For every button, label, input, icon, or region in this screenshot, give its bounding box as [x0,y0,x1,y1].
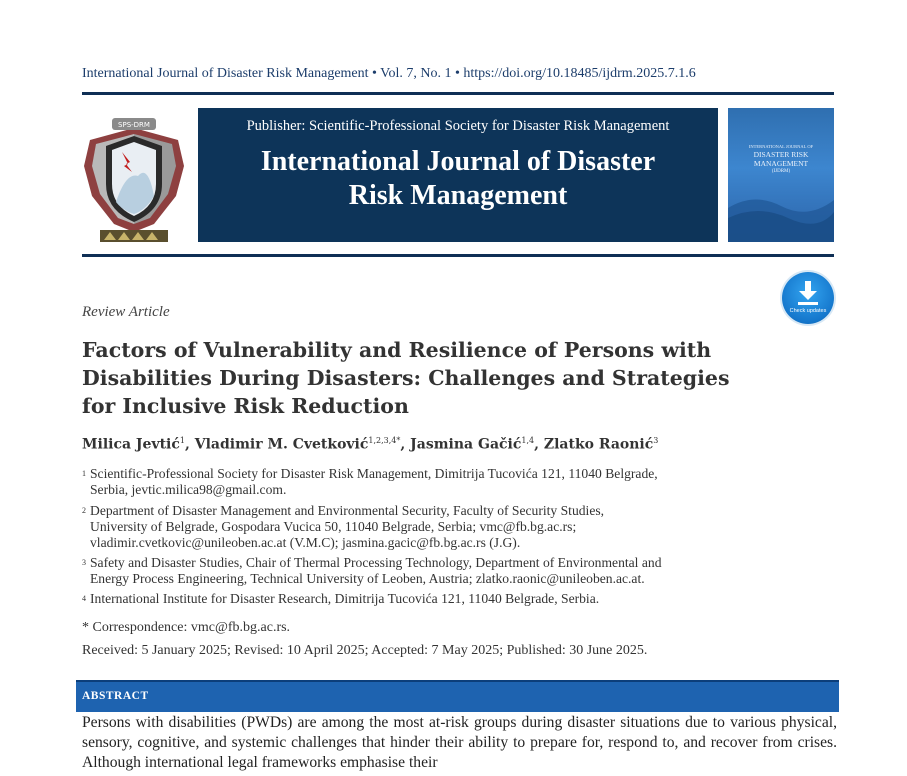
check-updates-button[interactable] [782,272,834,324]
journal-title-line-2: Risk Management [348,180,568,211]
author-name: Jasmina Gačić [410,436,522,453]
cover-wave-graphic [728,178,834,242]
cover-text-3: MANAGEMENT [753,159,809,168]
logo-ribbon-text: SPS-DRM [118,121,150,129]
affiliation [82,591,832,607]
affiliation-line: Safety and Disaster Studies, Chair of Thermal Processing Technology, Department of Environmental and [90,555,662,570]
paper-title [82,336,762,420]
affiliation-number: 4 [82,594,86,603]
affiliation-line: Serbia, jevtic.milica98@gmail.com. [90,482,287,497]
publisher-line: Publisher: Scientific-Professional Society for Disaster Risk Management [246,118,670,134]
journal-banner [198,108,718,242]
affiliation-number: 1 [82,469,86,478]
author-affiliation-marker: 1 [179,436,185,445]
paper-title-line-2: Disabilities During Disasters: Challenges and Strategies [82,366,730,390]
header-divider-top [82,92,834,95]
author-name: Milica Jevtić [82,436,180,453]
abstract-text: Persons with disabilities (PWDs) are among the most at-risk groups during disaster situations due to various physical, sensory, cognitive, and systemic challenges that hinder their ability to prepare for, respond to, and recover from crises. Although international legal frameworks emphasise their [82,714,837,771]
affiliation-number: 2 [82,506,86,515]
society-logo [82,106,186,246]
abstract-heading-bar [76,680,839,712]
affiliation-line: Energy Process Engineering, Technical University of Leoben, Austria; zlatko.raonic@unileoben.ac.at. [90,571,645,586]
author-affiliation-marker: 1,2,3,4* [368,436,401,445]
check-updates-label: Check updates [789,308,827,314]
affiliation-number: 3 [82,558,86,567]
paper-title-line-3: for Inclusive Risk Reduction [82,394,409,418]
article-type: Review Article [82,304,170,320]
journal-cover-thumbnail [728,108,834,242]
abstract-heading: ABSTRACT [82,690,149,702]
paper-title-line-1: Factors of Vulnerability and Resilience of Persons with [82,338,712,362]
affiliation-line: International Institute for Disaster Research, Dimitrija Tucovića 121, 11040 Belgrade, Serbia. [90,591,600,606]
affiliation-line: University of Belgrade, Gospodara Vucica 50, 11040 Belgrade, Serbia; vmc@fb.bg.ac.rs; [90,519,577,534]
cover-text-2: DISASTER RISK [753,150,809,159]
cover-text-1: INTERNATIONAL JOURNAL OF [748,144,814,149]
publication-dates: Received: 5 January 2025; Revised: 10 April 2025; Accepted: 7 May 2025; Published: 30 June 2025. [82,643,648,658]
author-affiliation-marker: 3 [653,436,659,445]
author-affiliation-marker: 1,4 [521,436,535,445]
affiliation [82,503,832,551]
author-name: Vladimir M. Cvetković [194,436,369,453]
affiliation [82,466,832,498]
author-name: Zlatko Raonić [543,436,654,453]
affiliation-line: Department of Disaster Management and Environmental Security, Faculty of Security Studies, [90,503,605,518]
journal-title-line-1: International Journal of Disaster [260,146,656,177]
header-divider-bottom [82,254,834,257]
affiliation-line: Scientific-Professional Society for Disaster Risk Management, Dimitrija Tucovića 121, 11040 Belgrade, [90,466,658,481]
author-list: Milica Jevtić$^1$, Vladimir M. Cvetković$^{1,2,3,4*}$, Jasmina Gačić$^{1,4}$, Zlatko Raonić$^3$ [82,436,659,453]
download-arrow-icon [796,280,820,306]
affiliation-line: vladimir.cvetkovic@unileoben.ac.at (V.M.C); jasmina.gacic@fb.bg.ac.rs (J.G). [90,535,521,550]
cover-text-4: (IJDRM) [771,169,791,174]
journal-citation-line: International Journal of Disaster Risk Management • Vol. 7, No. 1 • https://doi.org/10.18485/ijdrm.2025.7.1.6 [82,66,696,81]
journal-title [198,145,718,213]
affiliation [82,555,832,587]
correspondence: * Correspondence: vmc@fb.bg.ac.rs. [82,620,291,635]
